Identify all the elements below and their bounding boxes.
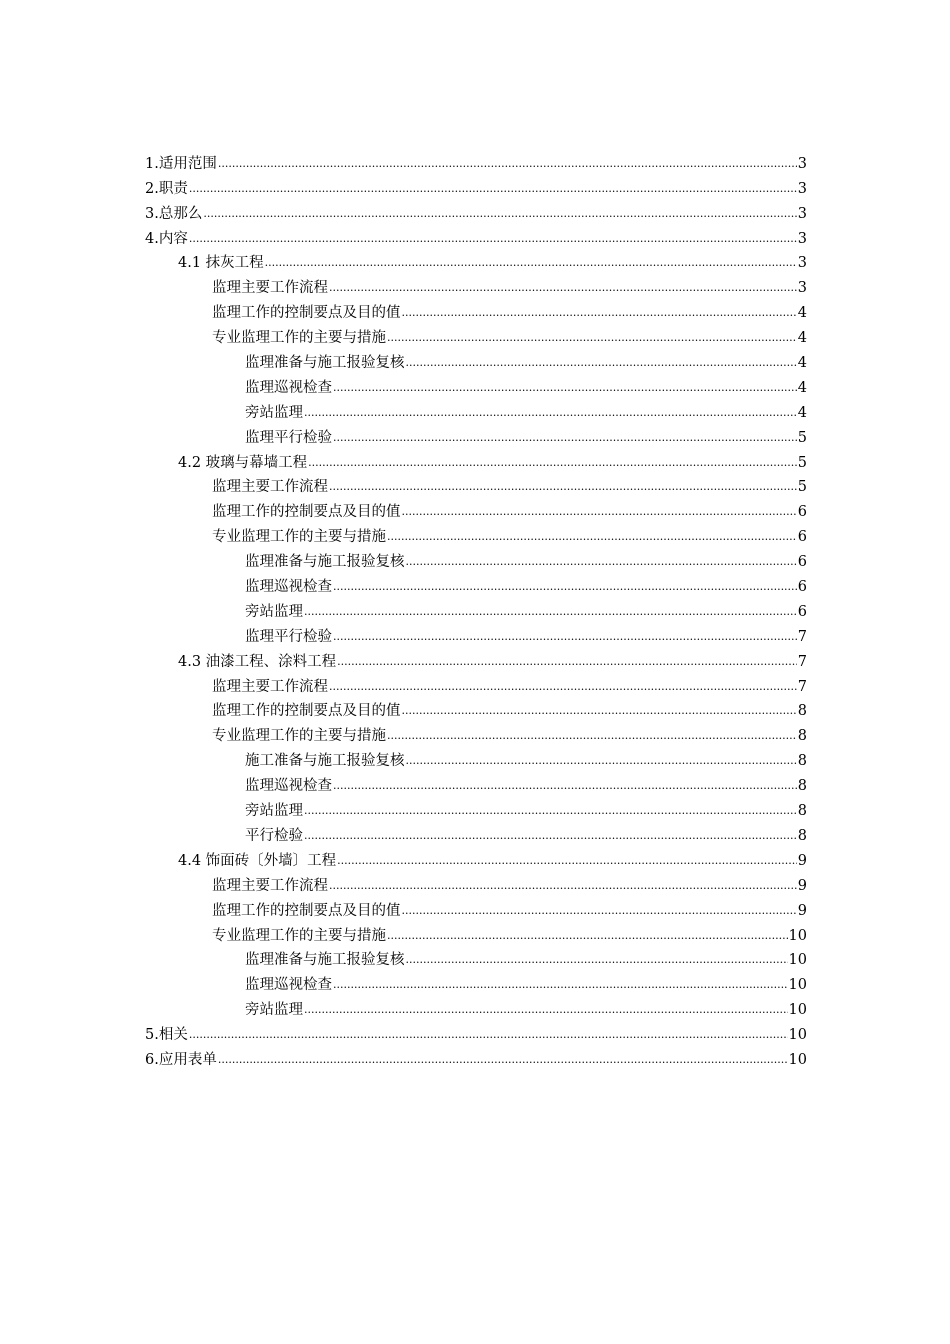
toc-entry-title: 监理巡视检查 [245,379,332,396]
toc-dot-leader [333,580,797,594]
toc-dot-leader [333,381,797,395]
toc-dot-leader [406,356,797,370]
toc-entry-page-number: 10 [788,1002,807,1019]
toc-entry-title: 旁站监理 [245,803,303,820]
toc-entry-page-number: 3 [797,230,807,247]
toc-entry-page-number: 5 [797,429,807,446]
toc-entry-page-number: 3 [797,280,807,297]
toc-entry-title: 4.2 玻璃与幕墙工程 [178,454,308,471]
toc-dot-leader [387,530,797,544]
toc-entry-title: 监理工作的控制要点及目的值 [212,305,401,322]
toc-dot-leader [329,480,797,494]
toc-entry-title: 监理巡视检查 [245,778,332,795]
toc-dot-leader [189,182,797,196]
toc-entry-page-number: 6 [797,504,807,521]
toc-entry[interactable] [145,372,807,397]
toc-entry-page-number: 9 [797,852,807,869]
toc-dot-leader [304,406,797,420]
toc-entry-title: 旁站监理 [245,603,303,620]
toc-entry-title: 2.职责 [145,180,188,197]
toc-entry[interactable] [145,1019,807,1044]
toc-entry-title: 3.总那么 [145,205,203,222]
toc-entry[interactable] [145,148,807,173]
toc-entry[interactable] [145,223,807,248]
toc-entry[interactable] [145,347,807,372]
toc-dot-leader [406,555,797,569]
toc-dot-leader [189,1028,788,1042]
toc-dot-leader [387,729,797,743]
toc-dot-leader [304,605,797,619]
toc-dot-leader [337,655,797,669]
toc-dot-leader [333,431,797,445]
toc-entry-page-number: 3 [797,205,807,222]
toc-entry[interactable] [145,720,807,745]
toc-entry-page-number: 3 [797,180,807,197]
toc-entry-title: 专业监理工作的主要与措施 [212,330,386,347]
toc-entry-page-number: 8 [797,728,807,745]
toc-dot-leader [329,281,797,295]
toc-entry-page-number: 7 [797,653,807,670]
toc-dot-leader [333,630,797,644]
toc-entry-page-number: 10 [788,977,807,994]
toc-entry-page-number: 3 [797,155,807,172]
toc-entry-title: 监理主要工作流程 [212,280,328,297]
toc-entry[interactable] [145,447,807,472]
toc-entry-page-number: 6 [797,603,807,620]
toc-dot-leader [406,754,797,768]
toc-entry-title: 施工准备与施工报验复核 [245,753,405,770]
toc-dot-leader [218,1053,788,1067]
toc-entry-title: 监理巡视检查 [245,579,332,596]
toc-entry[interactable] [145,621,807,646]
toc-entry-title: 监理准备与施工报验复核 [245,554,405,571]
toc-entry-page-number: 8 [797,778,807,795]
toc-entry[interactable] [145,895,807,920]
toc-entry[interactable] [145,521,807,546]
toc-entry[interactable] [145,969,807,994]
toc-dot-leader [402,306,797,320]
toc-dot-leader [387,929,788,943]
toc-entry-title: 1.适用范围 [145,155,217,172]
toc-entry-page-number: 4 [797,305,807,322]
toc-entry[interactable] [145,248,807,273]
toc-dot-leader [189,232,797,246]
toc-entry[interactable] [145,745,807,770]
toc-entry-title: 监理准备与施工报验复核 [245,952,405,969]
toc-entry-page-number: 10 [788,1027,807,1044]
toc-entry[interactable] [145,272,807,297]
toc-entry-title: 监理巡视检查 [245,977,332,994]
toc-dot-leader [203,207,796,221]
toc-entry[interactable] [145,671,807,696]
toc-entry-page-number: 6 [797,554,807,571]
toc-dot-leader [304,804,797,818]
toc-entry-page-number: 4 [797,355,807,372]
toc-entry-page-number: 10 [788,952,807,969]
toc-entry-title: 旁站监理 [245,404,303,421]
toc-entry[interactable] [145,920,807,945]
toc-entry-title: 监理主要工作流程 [212,678,328,695]
toc-entry-page-number: 8 [797,753,807,770]
toc-dot-leader [304,1003,788,1017]
toc-entry[interactable] [145,820,807,845]
toc-entry-page-number: 8 [797,803,807,820]
toc-entry[interactable] [145,696,807,721]
toc-entry[interactable] [145,198,807,223]
toc-entry-title: 专业监理工作的主要与措施 [212,529,386,546]
toc-entry[interactable] [145,795,807,820]
toc-entry-title: 5.相关 [145,1027,188,1044]
toc-dot-leader [333,978,788,992]
toc-entry-title: 监理工作的控制要点及目的值 [212,703,401,720]
toc-entry[interactable] [145,546,807,571]
toc-entry[interactable] [145,945,807,970]
toc-entry[interactable] [145,646,807,671]
toc-entry[interactable] [145,1044,807,1069]
toc-entry-page-number: 4 [797,379,807,396]
toc-entry[interactable] [145,397,807,422]
toc-entry[interactable] [145,994,807,1019]
toc-entry[interactable] [145,422,807,447]
toc-entry-page-number: 4 [797,330,807,347]
toc-entry-title: 监理主要工作流程 [212,877,328,894]
toc-dot-leader [337,854,797,868]
toc-entry[interactable] [145,845,807,870]
toc-entry[interactable] [145,496,807,521]
toc-dot-leader [402,704,797,718]
table-of-contents [145,148,807,1069]
toc-entry[interactable] [145,472,807,497]
toc-entry-title: 监理主要工作流程 [212,479,328,496]
toc-dot-leader [402,904,797,918]
toc-entry-page-number: 9 [797,877,807,894]
toc-dot-leader [329,879,797,893]
toc-dot-leader [402,505,797,519]
toc-entry[interactable] [145,322,807,347]
toc-entry-page-number: 9 [797,902,807,919]
toc-dot-leader [265,256,797,270]
toc-entry[interactable] [145,571,807,596]
toc-entry-page-number: 10 [788,1051,807,1068]
toc-dot-leader [218,157,797,171]
toc-entry-page-number: 5 [797,479,807,496]
toc-entry-title: 平行检验 [245,827,303,844]
toc-entry[interactable] [145,173,807,198]
toc-entry-title: 监理工作的控制要点及目的值 [212,504,401,521]
toc-dot-leader [333,779,797,793]
toc-entry-title: 监理准备与施工报验复核 [245,355,405,372]
toc-dot-leader [387,331,797,345]
toc-entry-title: 专业监理工作的主要与措施 [212,728,386,745]
toc-entry-page-number: 8 [797,827,807,844]
toc-entry-page-number: 6 [797,529,807,546]
toc-entry-page-number: 7 [797,678,807,695]
toc-entry[interactable] [145,297,807,322]
toc-entry[interactable] [145,870,807,895]
toc-entry-page-number: 3 [797,255,807,272]
toc-entry[interactable] [145,596,807,621]
toc-dot-leader [304,829,797,843]
toc-dot-leader [329,680,797,694]
toc-entry-title: 4.4 饰面砖〔外墙〕工程 [178,852,337,869]
toc-entry-title: 监理平行检验 [245,429,332,446]
toc-entry-page-number: 6 [797,579,807,596]
toc-entry-title: 6.应用表单 [145,1051,217,1068]
toc-entry-title: 监理工作的控制要点及目的值 [212,902,401,919]
toc-entry-title: 旁站监理 [245,1002,303,1019]
toc-entry-page-number: 8 [797,703,807,720]
toc-entry-page-number: 4 [797,404,807,421]
toc-entry[interactable] [145,770,807,795]
toc-entry-title: 4.内容 [145,230,188,247]
toc-entry-title: 4.3 油漆工程、涂料工程 [178,653,337,670]
toc-dot-leader [308,456,797,470]
toc-entry-page-number: 5 [797,454,807,471]
toc-entry-title: 监理平行检验 [245,628,332,645]
toc-entry-page-number: 10 [788,927,807,944]
toc-entry-title: 4.1 抹灰工程 [178,255,264,272]
toc-dot-leader [406,953,788,967]
toc-entry-title: 专业监理工作的主要与措施 [212,927,386,944]
toc-entry-page-number: 7 [797,628,807,645]
